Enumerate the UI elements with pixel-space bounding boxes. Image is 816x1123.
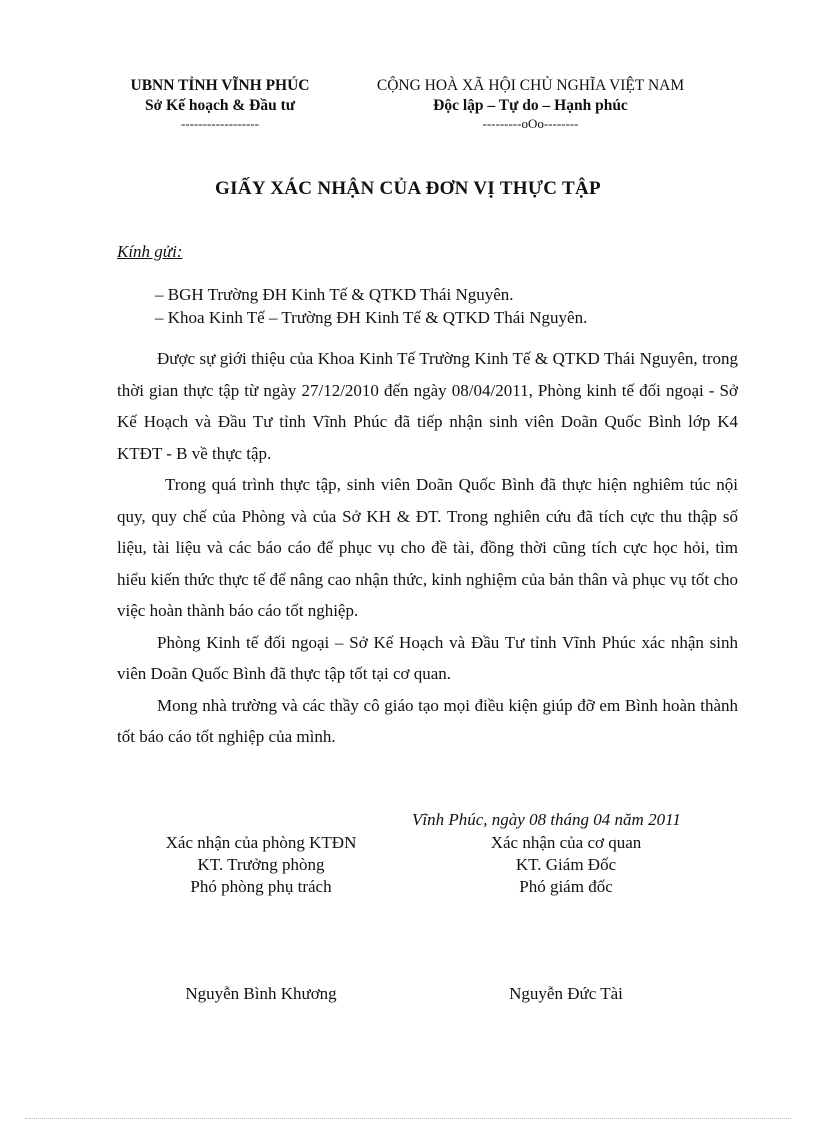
recipient-list	[155, 284, 587, 329]
body-paragraph: Trong quá trình thực tập, sinh viên Doãn Quốc Bình đã thực hiện nghiêm túc nội quy, quy chế của Phòng và của Sở KH & ĐT. Trong nghiên cứu đã tích cực thu thập số liệu, tài liệu và các báo cáo để phục vụ cho đề tài, đồng thời cũng tích cực học hỏi, tìm hiểu kiến thức thực tế để nâng cao nhận thức, kinh nghiệm của bản thân và phục vụ tốt cho việc hoàn thành báo cáo tốt nghiệp.	[117, 475, 738, 620]
body-paragraph: Mong nhà trường và các thầy cô giáo tạo mọi điều kiện giúp đỡ em Bình hoàn thành tốt báo cáo tốt nghiệp của mình.	[117, 695, 738, 746]
signer-name: Nguyễn Đức Tài	[509, 984, 623, 1003]
body-paragraph: Được sự giới thiệu của Khoa Kinh Tế Trường Kinh Tế & QTKD Thái Nguyên, trong thời gian thực tập từ ngày 27/12/2010 đến ngày 08/04/2011, Phòng kinh tế đối ngoại - Sở Kế Hoạch và Đầu Tư tỉnh Vĩnh Phúc đã tiếp nhận sinh viên Doãn Quốc Bình lớp K4 KTĐT - B về thực tập.	[117, 349, 738, 463]
signature-title: KT. Giám Đốc	[515, 855, 617, 874]
national-motto: Độc lập – Tự do – Hạnh phúc	[433, 97, 628, 114]
salutation: Kính gửi:	[117, 242, 183, 261]
page-bottom-border	[25, 1118, 791, 1119]
signature-block-right	[450, 832, 682, 1005]
national-rule: ---------oOo--------	[482, 116, 579, 131]
signature-block-left	[130, 832, 392, 1005]
date-line: Vĩnh Phúc, ngày 08 tháng 04 năm 2011	[412, 810, 681, 829]
body-paragraph: Phòng Kinh tế đối ngoại – Sở Kế Hoạch và Đầu Tư tỉnh Vĩnh Phúc xác nhận sinh viên Doãn Quốc Bình đã thực tập tốt tại cơ quan.	[117, 632, 738, 683]
recipient-item: – Khoa Kinh Tế – Trường ĐH Kinh Tế & QTKD Thái Nguyên.	[155, 308, 588, 327]
agency-name: UBNN TỈNH VĨNH PHÚC	[130, 77, 310, 94]
body-text	[117, 343, 738, 753]
signature-title: Phó phòng phụ trách	[190, 877, 332, 896]
department-name: Sở Kế hoạch & Đầu tư	[144, 97, 296, 114]
signature-title: Xác nhận của cơ quan	[490, 833, 642, 852]
national-header	[338, 76, 723, 132]
agency-rule: ------------------	[181, 116, 259, 131]
recipient-item: – BGH Trường ĐH Kinh Tế & QTKD Thái Nguyên.	[155, 285, 514, 304]
signer-name: Nguyễn Bình Khương	[185, 984, 337, 1003]
agency-header	[100, 76, 340, 132]
document-title: GIẤY XÁC NHẬN CỦA ĐƠN VỊ THỰC TẬP	[215, 178, 601, 199]
signature-title: KT. Trưởng phòng	[197, 855, 325, 874]
signature-title: Xác nhận của phòng KTĐN	[165, 833, 357, 852]
country-name: CỘNG HOÀ XÃ HỘI CHỦ NGHĨA VIỆT NAM	[376, 77, 685, 94]
signature-title: Phó giám đốc	[519, 877, 613, 896]
